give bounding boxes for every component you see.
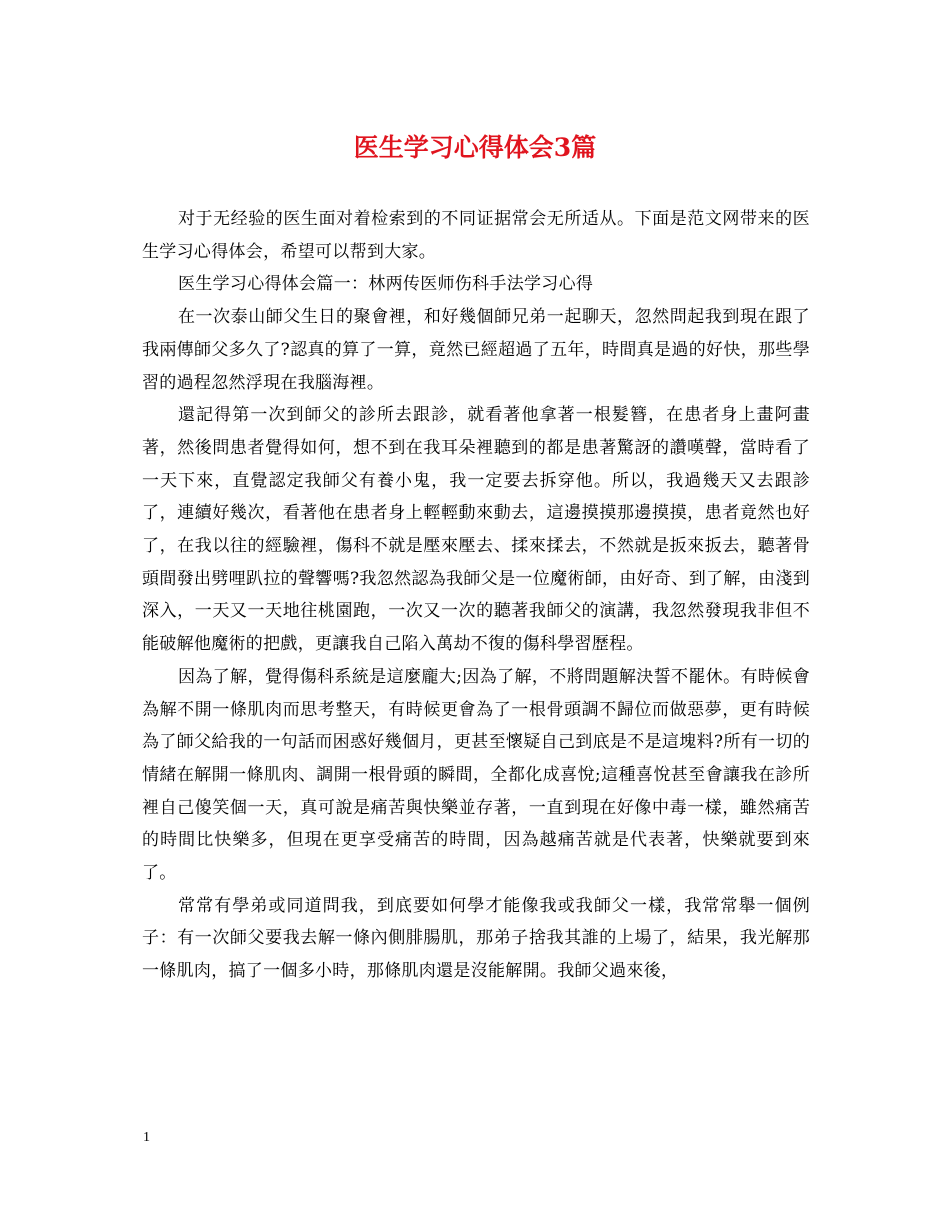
paragraph-section-heading: 医生学习心得体会篇一：林两传医师伤科手法学习心得 xyxy=(178,274,594,295)
paragraph-intro: 对于无经验的医生面对着检索到的不同证据常会无所适从。下面是范文网带来的医生学习心得体会，希望可以帮到大家。 xyxy=(142,209,810,262)
page-number: 1 xyxy=(143,1130,150,1145)
paragraph-body-1: 在一次泰山師父生日的聚會裡，和好幾個師兄弟一起聊天，忽然問起我到現在跟了我兩傳師父多久了?認真的算了一算，竟然已經超過了五年，時間真是過的好快，那些學習的過程忽然浮現在我腦海裡。 xyxy=(142,307,810,393)
paragraph-body-4: 常常有學弟或同道問我，到底要如何學才能像我或我師父一樣，我常常舉一個例子：有一次師父要我去解一條內側腓腸肌，那弟子捨我其誰的上場了，結果，我光解那一條肌肉，搞了一個多小時，那條肌肉還是沒能解開。我師父過來後， xyxy=(142,895,810,982)
paragraph-body-2: 還記得第一次到師父的診所去跟診，就看著他拿著一根髮簪，在患者身上畫阿畫著，然後問患者覺得如何，想不到在我耳朵裡聽到的都是患著驚訝的讚嘆聲，當時看了一天下來，直覺認定我師父有養小鬼，我一定要去拆穿他。所以，我過幾天又去跟診了，連續好幾次，看著他在患者身上輕輕動來動去，這邊摸摸那邊摸摸，患者竟然也好了，在我以往的經驗裡，傷科不就是壓來壓去、揉來揉去，不然就是扳來扳去，聽著骨頭間發出劈哩趴拉的聲響嗎?我忽然認為我師父是一位魔術師，由好奇、到了解，由淺到深入，一天又一天地往桃園跑，一次又一次的聽著我師父的演講，我忽然發現我非但不能破解他魔術的把戲，更讓我自己陷入萬劫不復的傷科學習歷程。 xyxy=(142,405,810,655)
document-title: 医生学习心得体会3篇 xyxy=(353,133,597,162)
paragraph-body-3: 因為了解，覺得傷科系統是這麼龐大;因為了解，不將問題解決誓不罷休。有時候會為解不開一條肌肉而思考整天，有時候更會為了一根骨頭調不歸位而做惡夢，更有時候為了師父給我的一句話而困惑好幾個月，更甚至懷疑自己到底是不是這塊料?所有一切的情緒在解開一條肌肉、調開一根骨頭的瞬間，全都化成喜悅;這種喜悅甚至會讓我在診所裡自己傻笑個一天，真可說是痛苦與快樂並存著，一直到現在好像中毒一樣，雖然痛苦的時間比快樂多，但現在更享受痛苦的時間，因為越痛苦就是代表著，快樂就要到來了。 xyxy=(142,666,810,884)
document-body xyxy=(142,203,810,988)
